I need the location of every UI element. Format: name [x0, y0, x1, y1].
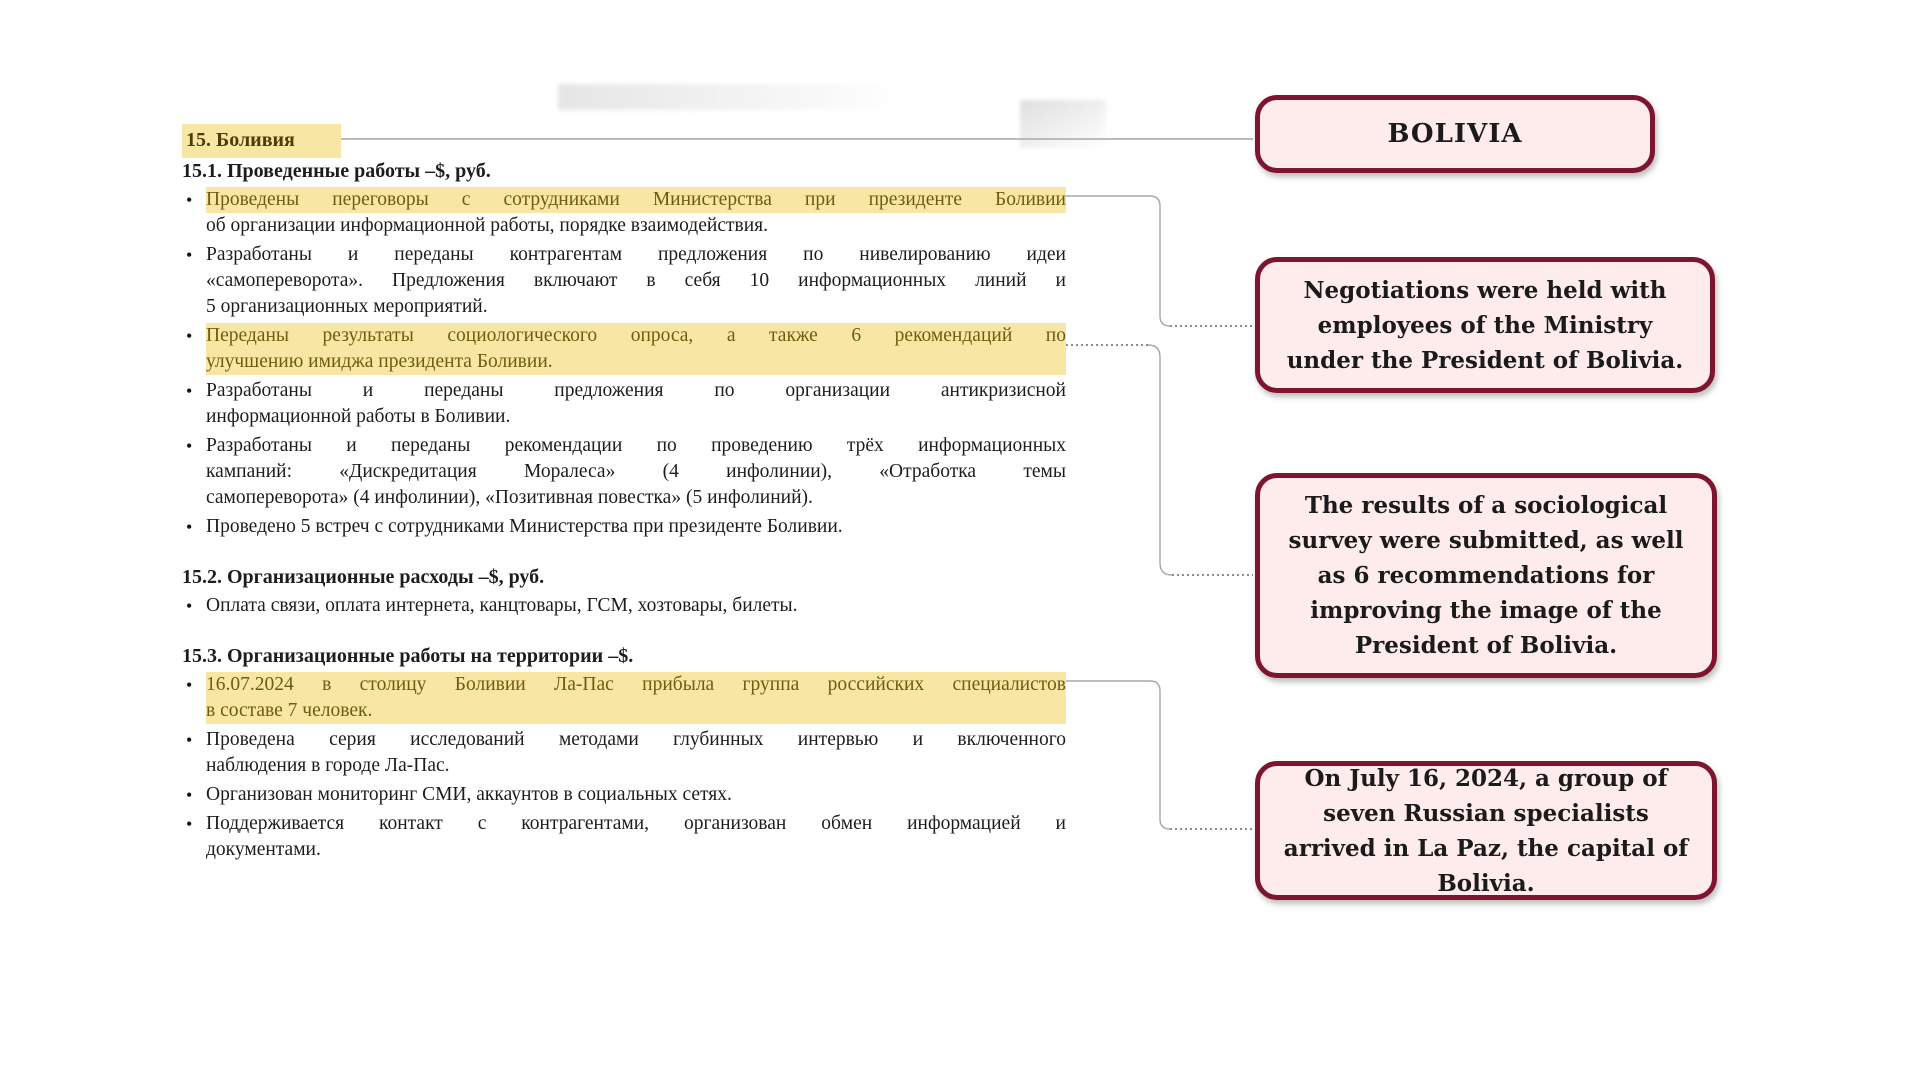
document-heading — [182, 124, 1066, 156]
scan-smudge-top — [558, 84, 906, 110]
bullet-line-highlighted: улучшению имиджа президента Боливии. — [206, 349, 1066, 375]
section-1 — [182, 158, 1066, 540]
bullet-marker: • — [186, 326, 193, 346]
bullet-line-highlighted: 16.07.2024 в столицу Боливии Ла-Пас прибыла группа российских специалистов — [206, 672, 1066, 698]
bullet-marker: • — [186, 517, 193, 537]
bullet-item — [182, 378, 1066, 430]
bullet-line: Организован мониторинг СМИ, аккаунтов в социальных сетях. — [206, 784, 732, 805]
bullet-line: Проведено 5 встреч с сотрудниками Министерства при президенте Боливии. — [206, 516, 843, 537]
section-2 — [182, 564, 1066, 619]
bullet-item — [182, 672, 1066, 724]
bullet-marker: • — [186, 596, 193, 616]
bullet-line: об организации информационной работы, порядке взаимодействия. — [206, 215, 768, 236]
bullet-item — [182, 727, 1066, 779]
bullet-line: 5 организационных мероприятий. — [206, 296, 488, 317]
bullet-item — [182, 242, 1066, 320]
heading-highlight: 15. Боливия — [182, 124, 341, 158]
section-3 — [182, 643, 1066, 863]
bullet-marker: • — [186, 814, 193, 834]
bullet-line: Разработаны и переданы предложения по организации антикризисной — [206, 380, 1066, 401]
bullet-line: Оплата связи, оплата интернета, канцтовары, ГСМ, хозтовары, билеты. — [206, 595, 798, 616]
bullet-line-highlighted: в составе 7 человек. — [206, 698, 1066, 724]
bullet-item — [182, 811, 1066, 863]
callout-bolivia-title: BOLIVIA — [1255, 95, 1655, 173]
bullet-line: Разработаны и переданы контрагентам предложения по нивелированию идеи — [206, 244, 1066, 265]
bullet-item — [182, 323, 1066, 375]
bullet-line: документами. — [206, 839, 321, 860]
bullet-marker: • — [186, 675, 193, 695]
callout-survey-results: The results of a sociological survey were submitted, as well as 6 recommendations for improving the image of the President of Bolivia. — [1255, 473, 1717, 678]
bullet-line: Разработаны и переданы рекомендации по проведению трёх информационных — [206, 435, 1066, 456]
bullet-line: информационной работы в Боливии. — [206, 406, 511, 427]
document-page — [182, 124, 1066, 863]
bullet-line: кампаний: «Дискредитация Моралеса» (4 инфолинии), «Отработка темы — [206, 461, 1066, 482]
bullet-marker: • — [186, 785, 193, 805]
section-title: 15.2. Организационные расходы –$, руб. — [182, 566, 545, 588]
section-title: 15.1. Проведенные работы –$, руб. — [182, 160, 491, 182]
bullet-line: «самопереворота». Предложения включают в себя 10 информационных линий и — [206, 270, 1066, 291]
bullet-item — [182, 593, 1066, 619]
bullet-line-highlighted: Проведены переговоры с сотрудниками Министерства при президенте Боливии — [206, 187, 1066, 213]
bullet-marker: • — [186, 381, 193, 401]
bullet-item — [182, 187, 1066, 239]
bullet-marker: • — [186, 730, 193, 750]
bullet-line: самопереворота» (4 инфолинии), «Позитивная повестка» (5 инфолиний). — [206, 487, 813, 508]
bullet-item — [182, 433, 1066, 511]
bullet-line: Поддерживается контакт с контрагентами, организован обмен информацией и — [206, 813, 1066, 834]
bullet-line: наблюдения в городе Ла-Пас. — [206, 755, 450, 776]
callout-specialists-arrival: On July 16, 2024, a group of seven Russian specialists arrived in La Paz, the capital of Bolivia. — [1255, 761, 1717, 900]
doc-sections — [182, 158, 1066, 863]
callout-negotiations: Negotiations were held with employees of the Ministry under the President of Bolivia. — [1255, 257, 1715, 393]
bullet-marker: • — [186, 190, 193, 210]
bullet-item — [182, 782, 1066, 808]
bullet-line: Проведена серия исследований методами глубинных интервью и включенного — [206, 729, 1066, 750]
bullet-marker: • — [186, 436, 193, 456]
bullet-marker: • — [186, 245, 193, 265]
bullet-line-highlighted: Переданы результаты социологического опроса, а также 6 рекомендаций по — [206, 323, 1066, 349]
bullet-item — [182, 514, 1066, 540]
section-title: 15.3. Организационные работы на территории –$. — [182, 645, 634, 667]
